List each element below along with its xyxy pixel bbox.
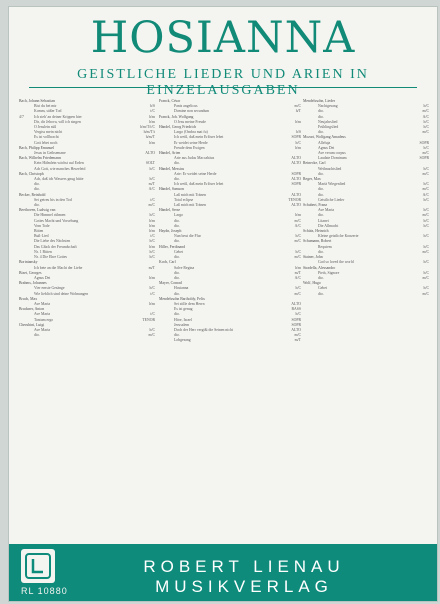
entry-voice: m/C xyxy=(294,291,301,296)
entry-title: O Jesu meine Freude xyxy=(174,119,206,124)
entry-title: Die Himmel rühmen xyxy=(34,213,66,218)
entry-title: Sei getreu bis in den Tod xyxy=(34,197,72,202)
entry-voice: SOPR xyxy=(291,182,301,187)
entry-title: dto. xyxy=(318,130,324,135)
entry-title: O Jesulein süß xyxy=(34,125,57,130)
entry-title: Jesus in Gethsemane xyxy=(34,151,66,156)
entry-voice: h/C xyxy=(295,140,301,145)
entry-voice: h/m/T xyxy=(145,135,155,140)
composer-name: Bach, Christoph xyxy=(19,171,44,176)
entry-voice: ALTO xyxy=(291,177,301,182)
publisher-name: ROBERT LIENAU MUSIKVERLAG xyxy=(143,557,345,596)
entry-voice: h/C xyxy=(423,145,429,150)
entry-voice: h/m xyxy=(149,119,155,124)
entry-voice: h/C xyxy=(423,286,429,291)
entry-voice: SOPR xyxy=(291,135,301,140)
entry-title: Gebet xyxy=(174,249,184,254)
sheet-music-cover xyxy=(8,6,438,602)
entry-voice: h/C xyxy=(295,234,301,239)
entry-voice: h/C xyxy=(423,119,429,124)
entry-title: Sei stille dem Herrn xyxy=(174,301,205,306)
entry-title: dto. xyxy=(318,275,324,280)
entry-title: dto. xyxy=(174,255,180,260)
entry-title: Es ist vollbracht xyxy=(34,135,59,140)
entry-voice: h/m xyxy=(149,301,155,306)
entry-voice: ALTO xyxy=(291,156,301,161)
entry-title: Ave Maria xyxy=(318,208,335,213)
entry-title: Die Liebe des Nächsten xyxy=(34,239,71,244)
composer-name: Stainer, John xyxy=(303,255,323,260)
entry-voice: h/C xyxy=(423,234,429,239)
entry-title: Laß mich mit Tränen xyxy=(174,192,206,197)
catalog-entry xyxy=(159,338,301,343)
entry-voice: m/C xyxy=(294,239,301,244)
entry-voice: t/C xyxy=(150,109,155,114)
composer-name: Händel, Georg Friedrich xyxy=(159,125,197,130)
entry-voice: m/T xyxy=(148,182,155,187)
entry-title: dto. xyxy=(34,182,40,187)
entry-title: Lobgesang xyxy=(174,338,191,343)
entry-voice: SOPR xyxy=(291,317,301,322)
entry-title: Ach, daß ich Wassers gnug hätte xyxy=(34,177,84,182)
entry-title: Ach Gott, wie manches Herzeleid xyxy=(34,166,86,171)
entry-title: Dir, dir Jehova, will ich singen xyxy=(34,119,81,124)
entry-voice: t/C xyxy=(150,234,155,239)
entry-voice: h/C xyxy=(149,213,155,218)
entry-title: Ave Maria xyxy=(34,301,51,306)
entry-number xyxy=(303,292,318,297)
entry-voice: A/C xyxy=(294,275,301,280)
entry-voice: h/m xyxy=(295,213,301,218)
composer-name: Hiller, Ferdinand xyxy=(159,244,185,249)
entry-title: Ave verum corpus xyxy=(318,151,346,156)
entry-voice: SOPR xyxy=(291,171,301,176)
entry-title: dto. xyxy=(318,171,324,176)
entry-title: Nun beut die Flur xyxy=(174,234,201,239)
entry-title: dto. xyxy=(174,223,180,228)
entry-title: Vom Tode xyxy=(34,223,50,228)
entry-voice: h/m xyxy=(295,265,301,270)
entry-voice: h/m xyxy=(149,244,155,249)
entry-voice: m/C xyxy=(422,249,429,254)
entry-voice: h/C xyxy=(423,197,429,202)
entry-title: Buß-Lied xyxy=(34,234,49,239)
entry-voice: m/C xyxy=(422,171,429,176)
entry-voice: h/m xyxy=(295,145,301,150)
entry-voice: h/C xyxy=(423,223,429,228)
entry-voice: h/C xyxy=(423,260,429,265)
entry-title: dto. xyxy=(318,192,324,197)
composer-name: Schubert, Franz xyxy=(303,203,328,208)
composer-name: Wolf, Hugo xyxy=(303,281,321,286)
entry-voice: h/m xyxy=(149,229,155,234)
entry-title: Vergiss mein nicht xyxy=(34,130,63,135)
entry-voice: m/C xyxy=(422,151,429,156)
composer-name: Schütz, Heinrich xyxy=(303,229,329,234)
entry-voice: m/C xyxy=(148,203,155,208)
composer-name: Haydn, Joseph xyxy=(159,229,182,234)
entry-voice: TENOR xyxy=(142,317,155,322)
entry-voice: h/m/T/t/C xyxy=(140,125,155,130)
entry-title: Largo xyxy=(174,213,183,218)
entry-title: Ich steh' an deiner Krippen hier xyxy=(34,114,82,119)
entry-title: Vier ernste Gesänge xyxy=(34,286,65,291)
entry-voice: h/m xyxy=(149,275,155,280)
entry-voice: ALTO xyxy=(291,192,301,197)
entry-voice: h/S xyxy=(149,104,155,109)
composer-name: Stradella, Alessandro xyxy=(303,265,336,270)
entry-voice: h/C xyxy=(423,218,429,223)
entry-voice: m/C xyxy=(294,104,301,109)
composer-name: Franck, Joh. Wolfgang xyxy=(159,114,194,119)
composer-name: Händel, Messias xyxy=(159,166,185,171)
entry-voice: m/C xyxy=(422,109,429,114)
entry-title: Geistliche Lieder xyxy=(318,197,345,202)
entry-voice: m/C xyxy=(422,213,429,218)
entry-title: dto. xyxy=(318,109,324,114)
entry-title: Die Allmacht xyxy=(318,223,339,228)
entry-title: Gott lebet noch xyxy=(34,140,58,145)
entry-title: Arie: Er weidet seine Herde xyxy=(174,171,217,176)
entry-voice: m/C xyxy=(422,187,429,192)
entry-title: Ich weiß, daß mein Erlöser lebet xyxy=(174,182,224,187)
entry-title: dto. xyxy=(34,203,40,208)
entry-voice: h/m xyxy=(149,114,155,119)
entry-title: Agnus Dei xyxy=(318,145,335,150)
composer-name: Bach, Wilhelm Friedemann xyxy=(19,156,61,161)
composer-name: Koch, Carl xyxy=(159,260,176,265)
composer-name: Cherubini, Luigi xyxy=(19,322,45,327)
entry-voice: h/m xyxy=(149,223,155,228)
entry-title: Total eclipse xyxy=(174,197,194,202)
composer-name: Mendelssohn Bartholdy, Felix xyxy=(159,296,205,301)
entry-title: Hosianna xyxy=(174,286,189,291)
entry-title: Salve Regina xyxy=(174,265,195,270)
entry-voice: h/C xyxy=(149,255,155,260)
composer-name: Bruckner, Anton xyxy=(19,307,45,312)
entry-title: Er weidet seine Herde xyxy=(174,140,208,145)
entry-voice: m/C xyxy=(422,130,429,135)
entry-voice: t/C xyxy=(150,291,155,296)
entry-title: dto. xyxy=(34,333,40,338)
entry-title: Laß mich mit Tränen xyxy=(174,203,206,208)
entry-voice: h/S xyxy=(295,130,301,135)
entry-title: Bist du bei mir xyxy=(34,104,57,109)
composer-name: Brahms, Johannes xyxy=(19,281,47,286)
composer-name: Bach, Johann Sebastian xyxy=(19,99,55,103)
composer-name: Bach, Philipp Emanuel xyxy=(19,145,55,150)
entry-title: dto. xyxy=(174,333,180,338)
entry-title: dto. xyxy=(34,187,40,192)
composer-name: Bruch, Max xyxy=(19,296,38,301)
catalog-column-3 xyxy=(303,99,429,297)
entry-voice: h/C xyxy=(149,286,155,291)
entry-title: Jerusalem xyxy=(174,322,190,327)
entry-title: Nachtgesang xyxy=(318,104,338,109)
entry-number xyxy=(159,338,174,343)
entry-title: dto. xyxy=(174,177,180,182)
entry-title: dto. xyxy=(174,239,180,244)
entry-title: Agnus Dei xyxy=(34,275,51,280)
entry-title: Panis angelicus xyxy=(174,104,198,109)
entry-voice: SOPR xyxy=(419,156,429,161)
composer-name: Becker, Reinhold xyxy=(19,192,46,197)
entry-voice: t/C xyxy=(150,312,155,317)
entry-title: Ich bete an die Macht der Liebe xyxy=(34,265,83,270)
entry-title: Alleluja xyxy=(318,140,331,145)
entry-voice: m/C xyxy=(294,218,301,223)
catalog-number: RL 10880 xyxy=(21,586,68,596)
entry-title: Mariä Wiegenlied xyxy=(318,182,346,187)
entry-title: dto. xyxy=(174,270,180,275)
entry-title: Das Glück der Freundschaft xyxy=(34,244,77,249)
entry-title: Neujahrslied xyxy=(318,119,338,124)
catalog-column-2 xyxy=(159,99,301,344)
entry-voice: ALTO xyxy=(291,327,301,332)
entry-title: Requiem xyxy=(318,244,332,249)
entry-title: dto. xyxy=(318,213,324,218)
entry-voice: h/C xyxy=(423,182,429,187)
entry-voice: t/C xyxy=(150,197,155,202)
entry-voice: m/T xyxy=(294,270,301,275)
entry-title: Tantum ergo xyxy=(34,317,54,322)
entry-voice: h/C xyxy=(295,312,301,317)
entry-title: dto. xyxy=(174,275,180,280)
entry-title: God so loved the world xyxy=(318,260,354,265)
entry-voice: h/C xyxy=(295,249,301,254)
entry-title: Komm, süßer Tod xyxy=(34,109,62,114)
entry-voice: m/T xyxy=(148,265,155,270)
entry-voice: SOPR xyxy=(291,322,301,327)
composer-name: Händel, Arien xyxy=(159,151,181,156)
entry-voice: A/C xyxy=(422,192,429,197)
composer-name: Händel, Samson xyxy=(159,187,184,192)
entry-voice: h/T xyxy=(295,109,301,114)
entry-title: Bitten xyxy=(34,229,44,234)
entry-title: Pietà, Signore xyxy=(318,270,340,275)
entry-voice: TENOR xyxy=(288,197,301,202)
entry-voice: m/C xyxy=(294,333,301,338)
entry-title: Nr. 4 Die Ehre Gottes xyxy=(34,255,68,260)
entry-voice: SOPR xyxy=(419,140,429,145)
entry-voice: h/C xyxy=(295,286,301,291)
entry-voice: A/C xyxy=(294,223,301,228)
composer-name: Reinecke, Carl xyxy=(303,161,326,166)
composer-name: Beethoven, Ludwig van xyxy=(19,208,56,213)
entry-voice: h/m xyxy=(149,218,155,223)
entry-title: Wie lieblich sind deine Wohnungen xyxy=(34,291,89,296)
entry-voice: A/C xyxy=(422,114,429,119)
cover-title: HOSIANNA xyxy=(90,13,356,63)
entry-voice: h/C xyxy=(149,166,155,171)
entry-title: dto. xyxy=(174,291,180,296)
entry-voice: h/C xyxy=(423,270,429,275)
entry-title: Ave Maria xyxy=(34,327,51,332)
title-rule xyxy=(29,87,417,88)
entry-title: Nr. 1 Bitten xyxy=(34,249,52,254)
entry-title: dto. xyxy=(318,249,324,254)
entry-title: Arie aus Judas Maccabäus xyxy=(174,156,215,161)
entry-voice: h/C xyxy=(149,327,155,332)
entry-voice: ALTO xyxy=(291,301,301,306)
entry-title: Es ist genug xyxy=(174,307,193,312)
entry-voice: h/C xyxy=(149,177,155,182)
composer-name: Mayer, Conrad xyxy=(159,281,182,286)
entry-title: dto. xyxy=(174,161,180,166)
entry-voice: m/C xyxy=(422,275,429,280)
entry-voice: A/C xyxy=(148,187,155,192)
composer-name: Händel, Serse xyxy=(159,208,181,213)
entry-voice: h/C xyxy=(149,239,155,244)
entry-voice: ALTO xyxy=(291,203,301,208)
entry-title: Frühlingslied xyxy=(318,125,339,130)
entry-title: Ich weiß, daß mein Erlöser lebet xyxy=(174,135,224,140)
entry-voice: h/m xyxy=(149,140,155,145)
publisher-logo-icon xyxy=(21,549,55,583)
entry-number xyxy=(19,333,34,338)
composer-name: Schumann, Robert xyxy=(303,239,332,244)
entry-voice: SOLT xyxy=(145,161,155,166)
entry-title: Largo (Ombra mai fu) xyxy=(174,130,208,135)
entry-voice: m/T xyxy=(294,338,301,343)
composer-name: Mendelssohn, Lieder xyxy=(303,99,336,103)
entry-number: 4/7 xyxy=(19,114,24,119)
entry-title: Gebet xyxy=(318,286,328,291)
entry-title: Litanei xyxy=(318,218,329,223)
entry-voice: h/C xyxy=(423,104,429,109)
entry-title: Höre, Israel xyxy=(174,317,192,322)
entry-voice: m/C xyxy=(294,255,301,260)
entry-voice: m/C xyxy=(422,291,429,296)
catalog-column-1 xyxy=(19,99,155,338)
composer-name: Mozart, Wolfgang Amadeus xyxy=(303,135,346,140)
entry-title: Kleine geistliche Konzerte xyxy=(318,234,359,239)
entry-title: Laudate Dominum xyxy=(318,156,347,161)
entry-voice: BASS xyxy=(291,307,301,312)
entry-title: dto. xyxy=(174,312,180,317)
entry-voice: h/C xyxy=(423,125,429,130)
entry-voice: ALTO xyxy=(291,161,301,166)
entry-voice: h/m xyxy=(295,119,301,124)
entry-voice: m/C xyxy=(148,333,155,338)
entry-title: dto. xyxy=(318,187,324,192)
entry-voice: h/C xyxy=(423,244,429,249)
entry-voice: h/C xyxy=(423,208,429,213)
entry-title: Freude dem Ewigen xyxy=(174,145,205,150)
entry-voice: h/m/T/t xyxy=(143,130,155,135)
entry-title: Weihnachtslied xyxy=(318,166,342,171)
composer-name: Bizet, Georges xyxy=(19,270,42,275)
composer-name: Reger, Max xyxy=(303,177,321,182)
entry-title: dto. xyxy=(174,218,180,223)
entry-title: dto. xyxy=(318,291,324,296)
composer-name: Bortniansky xyxy=(19,260,38,265)
composer-name: Franck, César xyxy=(159,99,181,103)
entry-voice: h/C xyxy=(149,249,155,254)
entry-title: Doch der Herr vergißt die Seinen nicht xyxy=(174,327,233,332)
entry-title: Kein Hälmlein wächst auf Erden xyxy=(34,161,84,166)
entry-title: dto. xyxy=(318,114,324,119)
catalog-entry xyxy=(19,333,155,338)
catalog-entry xyxy=(303,292,429,297)
entry-voice: ALTO xyxy=(145,151,155,156)
cover-subtitle: GEISTLICHE LIEDER UND ARIEN IN EINZELAUSGABEN xyxy=(77,67,369,98)
entry-voice: h/C xyxy=(423,166,429,171)
entry-title: Ave Maria xyxy=(34,312,51,317)
entry-title: Domine non secundum xyxy=(174,109,210,114)
entry-title: Gottes Macht und Vorsehung xyxy=(34,218,79,223)
